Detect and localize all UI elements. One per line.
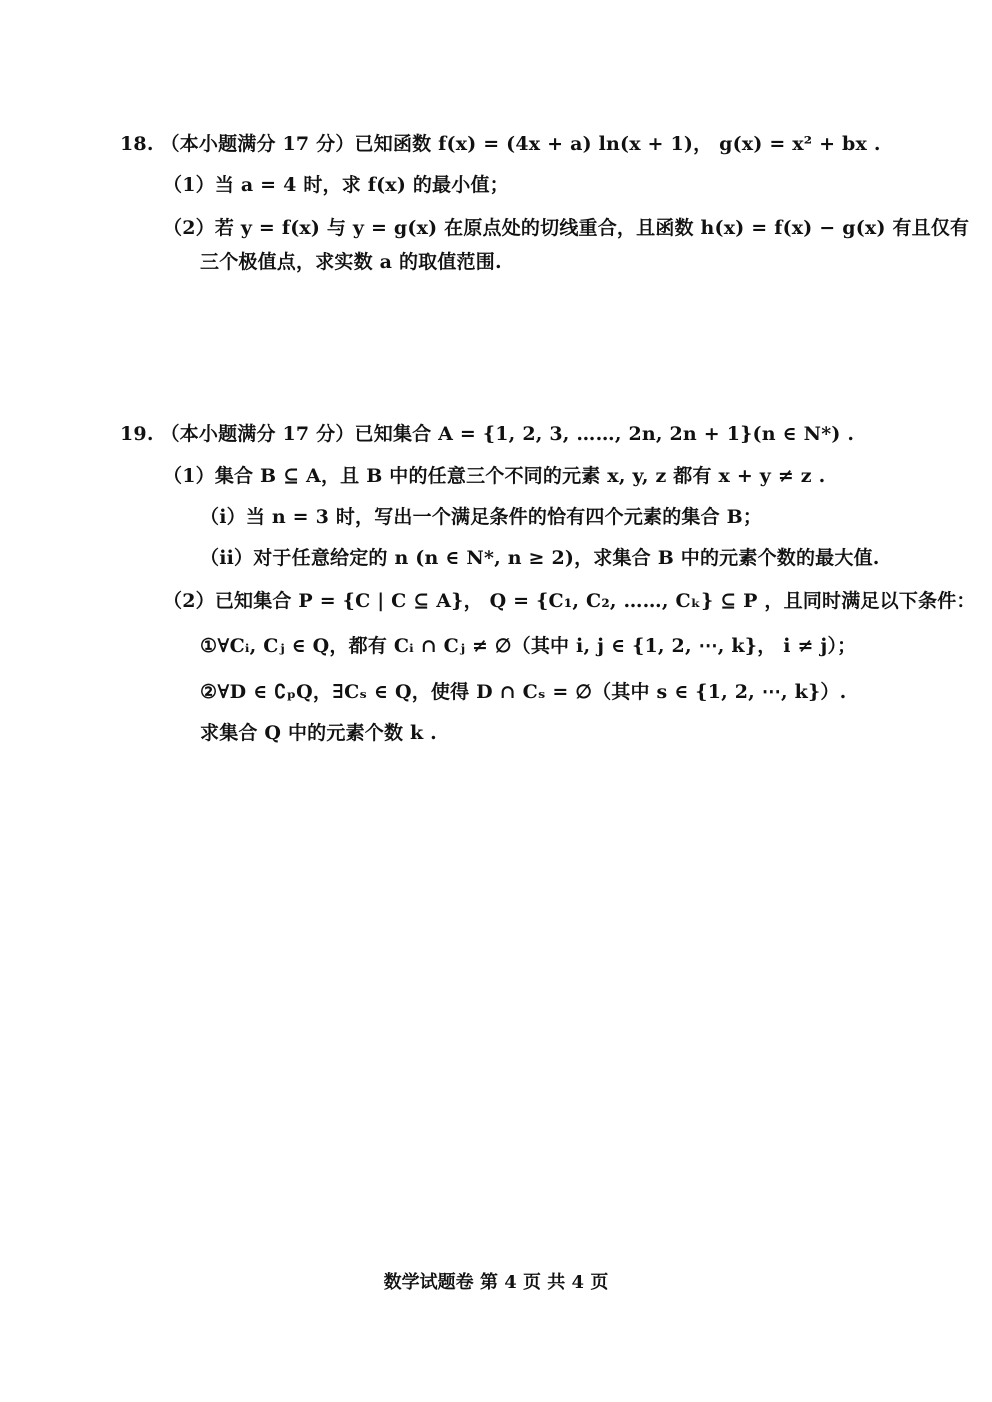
q19-part1-ii: （ii）对于任意给定的 n (n ∈ N*, n ≥ 2)，求集合 B 中的元素个数的最大值. xyxy=(200,547,880,569)
q19-part2: （2）已知集合 P = {C | C ⊆ A}， Q = {C₁, C₂, ……, Cₖ} ⊆ P ，且同时满足以下条件： xyxy=(163,590,976,612)
q19-condition-1: ①∀Cᵢ, Cⱼ ∈ Q，都有 Cᵢ ∩ Cⱼ ≠ ∅（其中 i, j ∈ {1, 2, ⋯, k}， i ≠ j）； xyxy=(200,635,857,657)
q19-stem: 19. （本小题满分 17 分）已知集合 A = {1, 2, 3, ……, 2n, 2n + 1}(n ∈ N*) . xyxy=(120,423,855,445)
q19-part1: （1）集合 B ⊆ A，且 B 中的任意三个不同的元素 x, y, z 都有 x + y ≠ z . xyxy=(163,465,826,487)
q18-stem: 18. （本小题满分 17 分）已知函数 f(x) = (4x + a) ln(x + 1)， g(x) = x² + bx . xyxy=(120,133,881,155)
q19-condition-2: ②∀D ∈ ∁ₚQ，∃Cₛ ∈ Q，使得 D ∩ Cₛ = ∅（其中 s ∈ {1, 2, ⋯, k}）. xyxy=(200,681,847,703)
q18-part2-line2: 三个极值点，求实数 a 的取值范围. xyxy=(200,251,502,273)
q18-part2-line1: （2）若 y = f(x) 与 y = g(x) 在原点处的切线重合，且函数 h(x) = f(x) − g(x) 有且仅有 xyxy=(163,217,970,239)
q18-part1: （1）当 a = 4 时，求 f(x) 的最小值； xyxy=(163,174,509,196)
q19-part1-i: （i）当 n = 3 时，写出一个满足条件的恰有四个元素的集合 B； xyxy=(200,506,763,528)
q19-ask: 求集合 Q 中的元素个数 k . xyxy=(200,722,437,744)
page-footer: 数学试题卷 第 4 页 共 4 页 xyxy=(383,1272,609,1293)
